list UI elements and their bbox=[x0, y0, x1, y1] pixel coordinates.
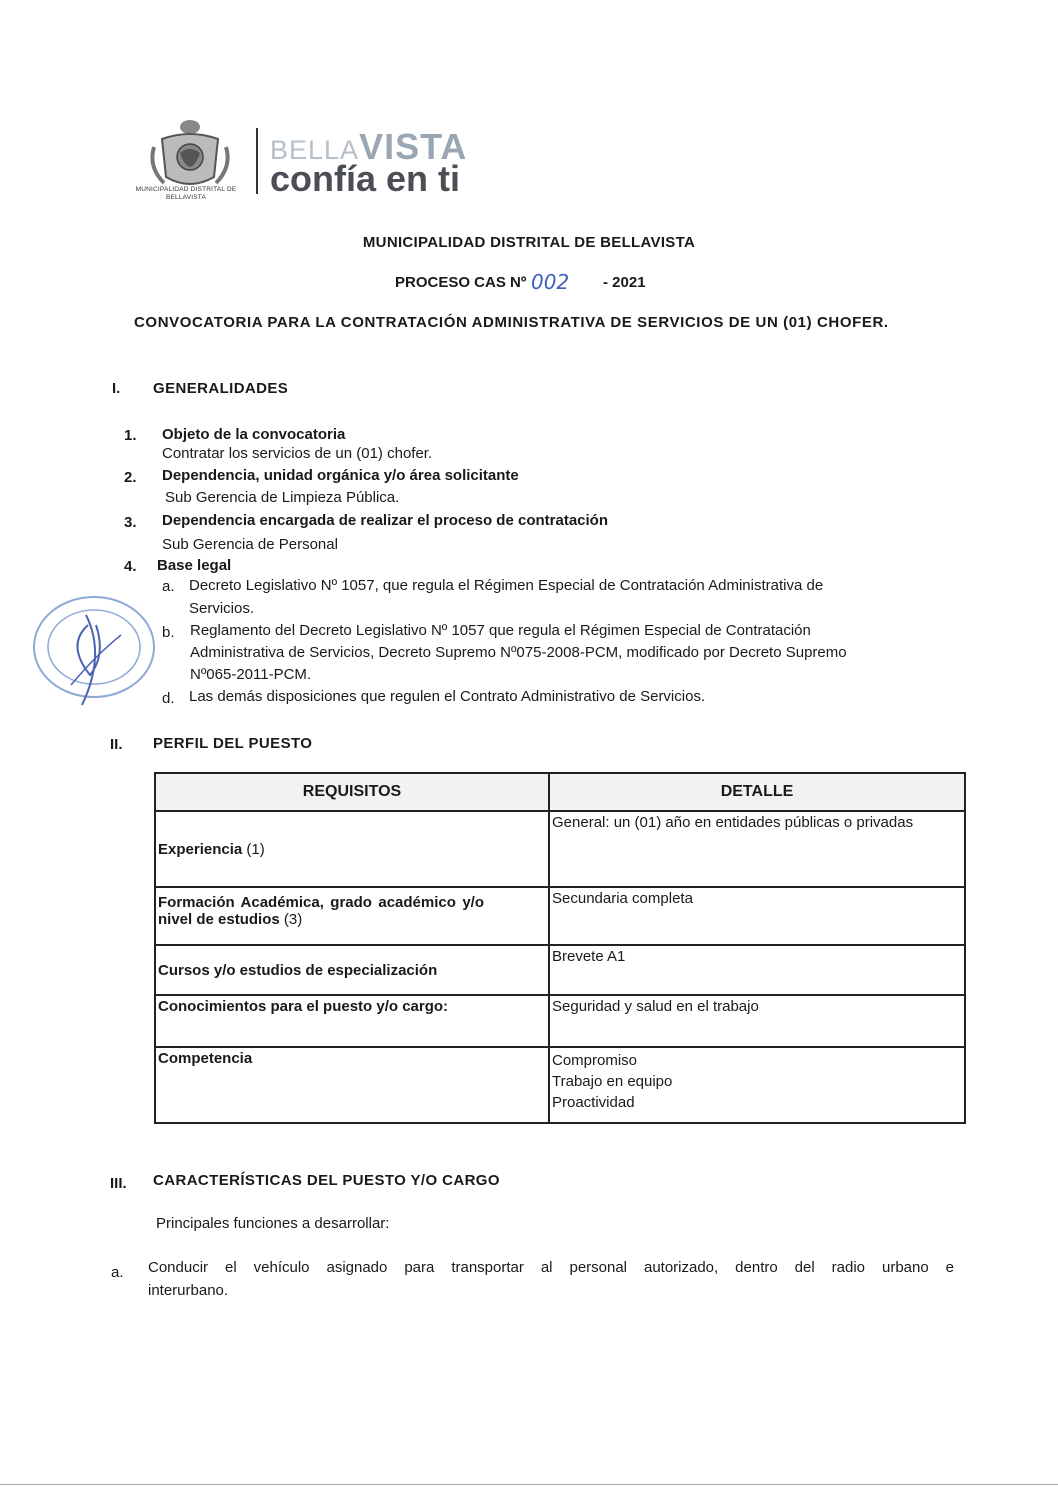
official-stamp bbox=[26, 585, 166, 715]
req-competencia bbox=[155, 1047, 549, 1123]
muni-logo-text: MUNICIPALIDAD DISTRITAL DE BELLAVISTA bbox=[135, 186, 237, 201]
function-a-line1: Conducir el vehículo asignado para transportar al personal autorizado, dentro del radio urbano e bbox=[148, 1259, 954, 1276]
legal-d-line1: Las demás disposiciones que regulen el Contrato Administrativo de Servicios. bbox=[189, 688, 706, 705]
table-header-row bbox=[155, 773, 965, 811]
detail-line: Seguridad y salud en el trabajo bbox=[552, 998, 759, 1015]
perfil-table bbox=[154, 772, 966, 1124]
brand-tagline: confía en ti bbox=[270, 158, 461, 199]
item-1-number: 1. bbox=[124, 427, 137, 444]
req-note: (1) bbox=[242, 840, 265, 858]
req-label: Competencia bbox=[158, 1050, 253, 1067]
section-3-number: III. bbox=[110, 1175, 127, 1192]
section-2-number: II. bbox=[110, 736, 123, 753]
req-conocimientos bbox=[155, 995, 549, 1047]
item-2-title: Dependencia, unidad orgánica y/o área solicitante bbox=[162, 467, 519, 484]
detail-cursos bbox=[549, 945, 965, 995]
item-3-text: Sub Gerencia de Personal bbox=[162, 536, 338, 553]
req-label: Experiencia bbox=[158, 840, 243, 858]
section-2-title: PERFIL DEL PUESTO bbox=[153, 735, 313, 752]
page-bottom-line bbox=[0, 1484, 1058, 1485]
section-1-title: GENERALIDADES bbox=[153, 380, 289, 397]
detail-line: General: un (01) año en entidades públicas o privadas bbox=[552, 814, 914, 831]
table-row bbox=[155, 945, 965, 995]
table-row bbox=[155, 995, 965, 1047]
section-3-title: CARACTERÍSTICAS DEL PUESTO Y/O CARGO bbox=[153, 1172, 500, 1189]
functions-intro: Principales funciones a desarrollar: bbox=[156, 1215, 390, 1232]
req-formacion bbox=[155, 887, 549, 945]
convocatoria-heading: CONVOCATORIA PARA LA CONTRATACIÓN ADMINISTRATIVA DE SERVICIOS DE UN (01) CHOFER. bbox=[134, 314, 889, 331]
process-year: - 2021 bbox=[603, 274, 646, 291]
detail-experiencia bbox=[549, 811, 965, 887]
header-requisitos: REQUISITOS bbox=[155, 773, 549, 811]
detail-line: Proactividad bbox=[552, 1094, 635, 1111]
item-3-title: Dependencia encargada de realizar el proceso de contratación bbox=[162, 512, 608, 529]
item-2-number: 2. bbox=[124, 469, 137, 486]
item-4-number: 4. bbox=[124, 558, 137, 575]
req-cursos bbox=[155, 945, 549, 995]
detail-conocimientos bbox=[549, 995, 965, 1047]
legal-a-line2: Servicios. bbox=[189, 600, 255, 617]
table-row bbox=[155, 811, 965, 887]
function-a-letter: a. bbox=[111, 1264, 124, 1281]
item-3-number: 3. bbox=[124, 514, 137, 531]
brand-bella: BELLA bbox=[270, 135, 360, 165]
req-note: (3) bbox=[279, 911, 303, 928]
brand-vista: VISTA bbox=[359, 126, 468, 167]
item-2-text: Sub Gerencia de Limpieza Pública. bbox=[165, 489, 400, 506]
req-experiencia bbox=[155, 811, 549, 887]
document-title: MUNICIPALIDAD DISTRITAL DE BELLAVISTA bbox=[362, 234, 696, 251]
legal-a-letter: a. bbox=[162, 578, 175, 595]
detail-line: Secundaria completa bbox=[552, 890, 693, 907]
table-row bbox=[155, 1047, 965, 1123]
legal-b-line2: Administrativa de Servicios, Decreto Supremo Nº075-2008-PCM, modificado por Decreto Supremo bbox=[190, 644, 847, 661]
item-1-text: Contratar los servicios de un (01) chofer. bbox=[162, 445, 433, 462]
item-1-title: Objeto de la convocatoria bbox=[162, 426, 346, 443]
legal-d-letter: d. bbox=[162, 690, 175, 707]
legal-b-letter: b. bbox=[162, 624, 175, 641]
table-row bbox=[155, 887, 965, 945]
header-detalle: DETALLE bbox=[549, 773, 965, 811]
req-label: Formación Académica, grado académico y/o nivel de estudios bbox=[158, 894, 484, 928]
logo-divider bbox=[256, 128, 258, 194]
item-4-title: Base legal bbox=[157, 557, 232, 574]
detail-formacion bbox=[549, 887, 965, 945]
detail-competencia bbox=[549, 1047, 965, 1123]
req-label: Conocimientos para el puesto y/o cargo: bbox=[158, 998, 449, 1015]
function-a-line2: interurbano. bbox=[148, 1282, 229, 1299]
req-label: Cursos y/o estudios de especialización bbox=[158, 961, 438, 979]
legal-a-line1: Decreto Legislativo Nº 1057, que regula el Régimen Especial de Contratación Administrativa de bbox=[189, 577, 824, 594]
legal-b-line1: Reglamento del Decreto Legislativo Nº 1057 que regula el Régimen Especial de Contratación bbox=[190, 622, 811, 639]
detail-line: Trabajo en equipo bbox=[552, 1073, 673, 1090]
detail-line: Compromiso bbox=[552, 1052, 638, 1069]
section-1-number: I. bbox=[112, 380, 121, 397]
process-label: PROCESO CAS Nº bbox=[395, 274, 527, 291]
process-number-handwritten: 002 bbox=[531, 270, 570, 294]
legal-b-line3: Nº065-2011-PCM. bbox=[190, 666, 312, 683]
detail-line: Brevete A1 bbox=[552, 948, 626, 965]
